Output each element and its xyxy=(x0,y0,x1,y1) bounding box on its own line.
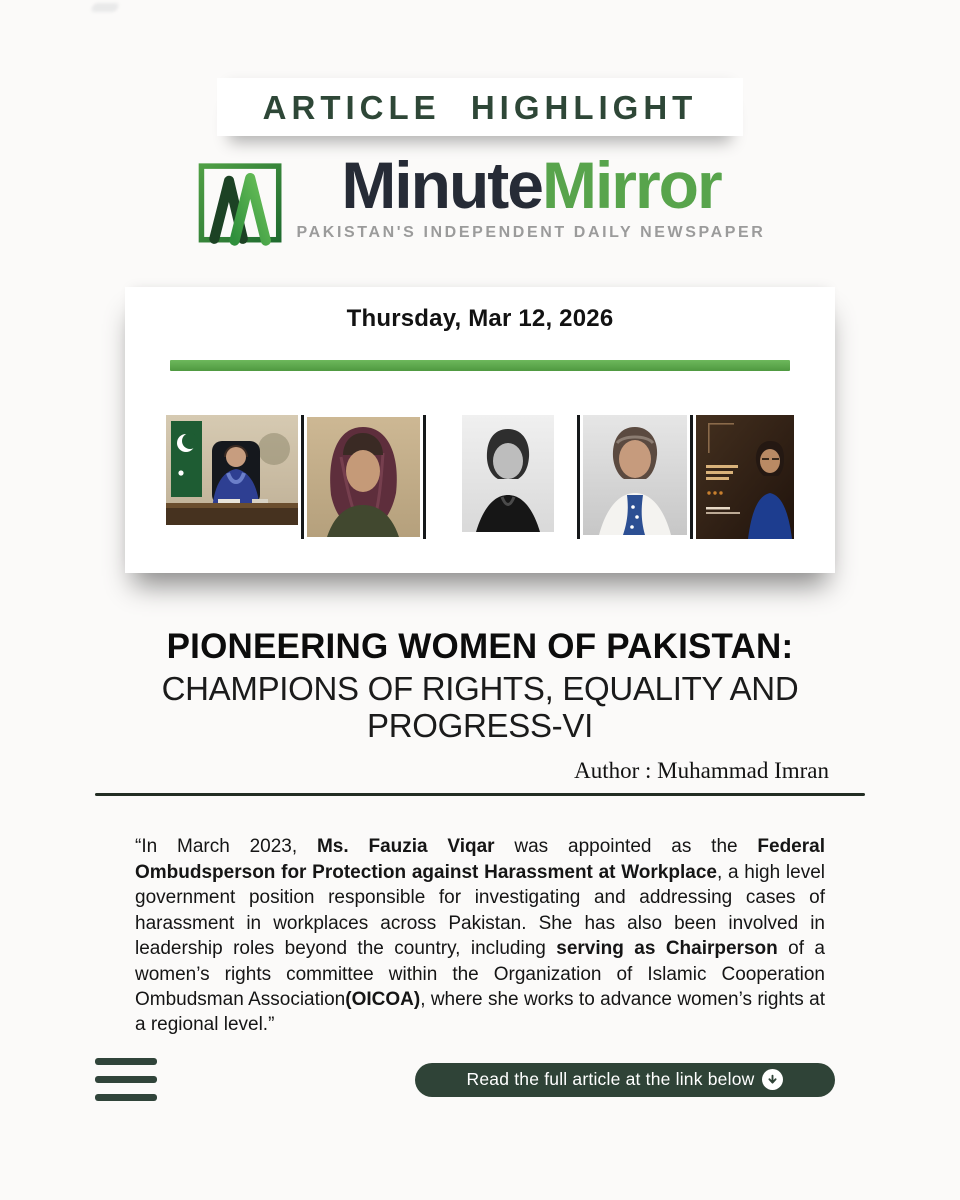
article-highlight-kicker: ARTICLE HIGHLIGHT xyxy=(217,78,744,136)
brand-word-minute: Minute xyxy=(341,148,542,222)
minute-mirror-logo xyxy=(0,148,960,253)
brand-word-mirror: Mirror xyxy=(541,148,721,222)
photo-woman-white-coat-blue-scarf xyxy=(583,415,687,535)
photo-woman-maroon-headscarf xyxy=(307,417,420,537)
brand-tagline: PAKISTAN'S INDEPENDENT DAILY NEWSPAPER xyxy=(296,224,766,241)
menu-lines-icon xyxy=(95,1058,157,1101)
article-title xyxy=(0,629,960,744)
issue-date: Thursday, Mar 12, 2026 xyxy=(346,305,614,332)
portrait-strip xyxy=(125,415,835,539)
photo-separator xyxy=(423,415,426,539)
down-arrow-circle-icon xyxy=(762,1069,783,1090)
brand-wordmark xyxy=(341,148,721,222)
footer-row xyxy=(0,1058,960,1101)
horizontal-rule xyxy=(95,793,865,796)
read-article-button[interactable] xyxy=(415,1063,835,1097)
read-article-label: Read the full article at the link below xyxy=(466,1069,755,1089)
photo-woman-at-desk-with-pakistan-flag xyxy=(166,415,298,525)
article-title-line2: CHAMPIONS OF RIGHTS, EQUALITY AND PROGRESS-VI xyxy=(161,669,799,745)
photo-woman-conference-poster xyxy=(696,415,794,539)
author-byline: Author : Muhammad Imran xyxy=(574,758,829,784)
article-excerpt: “In March 2023, Ms. Fauzia Viqar was appointed as the Federal Ombudsperson for Protection against Harassment at Workplace, a high level government position responsible for investigating and addressing cases of harassment in workplaces across Pakistan. She has also been involved in leadership roles beyond the country, including serving as Chairperson of a women’s rights committee within the Organization of Islamic Cooperation Ombudsman Association(OICOA), where she works to advance women’s rights at a regional level.” xyxy=(135,836,825,1036)
photo-separator xyxy=(577,415,580,539)
photo-woman-bw-portrait xyxy=(462,415,554,532)
photo-separator xyxy=(301,415,304,539)
newspaper-clipping-card xyxy=(125,287,835,573)
faint-smudge xyxy=(91,3,120,12)
minute-mirror-m-icon xyxy=(195,156,287,253)
article-title-line1: PIONEERING WOMEN OF PAKISTAN: xyxy=(166,627,794,666)
green-divider-bar xyxy=(170,360,790,371)
photo-separator xyxy=(690,415,693,539)
